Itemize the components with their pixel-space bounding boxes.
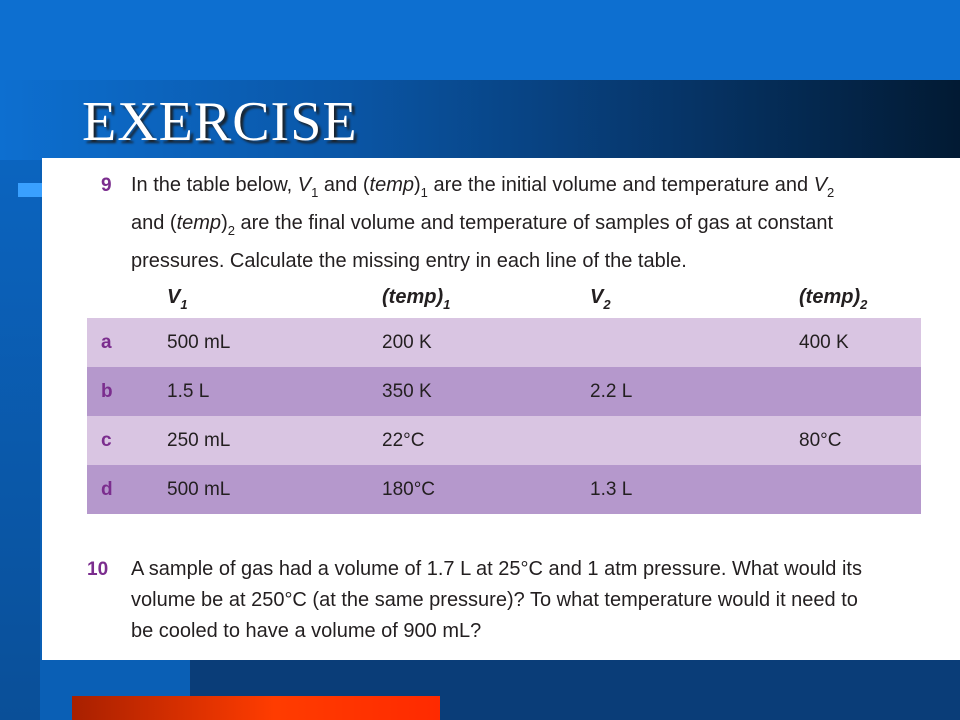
question-9 [87,170,947,277]
cell-v1: 1.5 L [167,381,210,402]
cell-v1: 500 mL [167,479,231,500]
row-label: d [101,479,113,500]
slide-title: EXERCISE [82,91,358,153]
table-row [87,465,921,514]
cell-temp2: 80°C [799,430,842,451]
background-left [0,160,40,720]
background-top [0,0,960,80]
cell-temp1: 180°C [382,479,436,500]
row-label: c [101,430,112,451]
gas-data-table [87,276,921,514]
header-v2: $V_2$ [590,286,611,312]
cell-temp2: 400 K [799,332,849,353]
question-text: In the table below, $V_1$ and $(temp)_1$ are the initial volume and temperature and $V_2$ and $(temp)_2$ are the final volume and temperature of samples of gas at constant pressures. Calculate the missing entry in each line of the table. [131,174,835,272]
cell-v2: 2.2 L [590,381,633,402]
cell-temp1: 22°C [382,430,425,451]
header-temp1: $(temp)_1$ [382,286,451,312]
question-10 [87,554,957,647]
table-row [87,367,921,416]
table-header [87,276,921,318]
table-row [87,318,921,367]
table-row [87,416,921,465]
question-text: A sample of gas had a volume of 1.7 L at 25°C and 1 atm pressure. What would its volume be at 250°C (at the same pressure)? To what temperature would it need to be cooled to have a volume of 900 mL? [131,558,862,642]
question-number: 9 [101,175,112,196]
cell-temp1: 350 K [382,381,432,402]
header-temp2: $(temp)_2$ [799,286,868,312]
row-label: a [101,332,112,353]
cell-v1: 250 mL [167,430,231,451]
header-v1: $V_1$ [167,286,188,312]
exercise-panel [42,158,960,660]
cell-v1: 500 mL [167,332,231,353]
decorative-accent-line [18,183,42,197]
question-number: 10 [87,559,109,580]
decorative-red-bar [72,696,440,720]
cell-v2: 1.3 L [590,479,633,500]
cell-temp1: 200 K [382,332,432,353]
row-label: b [101,381,113,402]
